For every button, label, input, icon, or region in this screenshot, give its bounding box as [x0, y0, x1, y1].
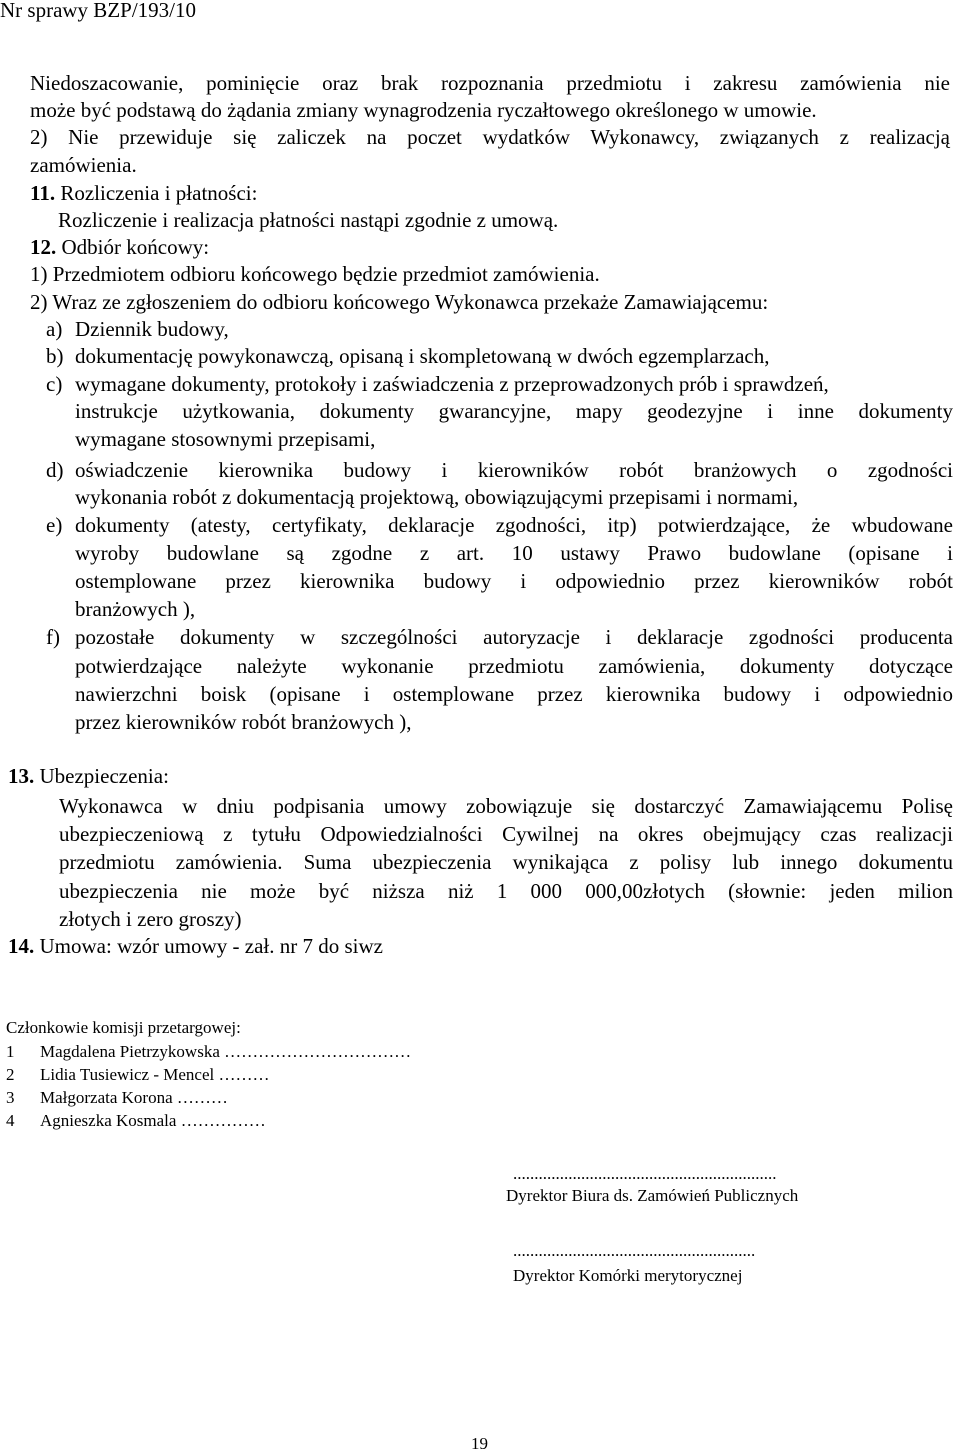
insurance-line: ubezpieczenia nie może być niższa niż 1 000 000,00złotych (słownie: jeden milion — [59, 879, 953, 903]
signature-dots: ……… — [218, 1065, 270, 1084]
section-number: 11. — [30, 181, 56, 205]
signature-dots: …………………………… — [224, 1042, 412, 1061]
case-number-header: Nr sprawy BZP/193/10 — [0, 0, 196, 22]
list-letter: c) — [46, 372, 63, 396]
member-number: 3 — [6, 1088, 15, 1107]
section-title: Odbiór końcowy: — [61, 235, 210, 259]
list-item-f: pozostałe dokumenty w szczególności autoryzacje i deklaracje zgodności producenta — [75, 625, 953, 649]
signature-dots: …………… — [180, 1111, 266, 1130]
section-number: 14. — [8, 934, 35, 958]
list-item-f: przez kierowników robót branżowych ), — [75, 710, 412, 734]
list-item-e: dokumenty (atesty, certyfikaty, deklaracje zgodności, itp) potwierdzające, że wbudowane — [75, 513, 953, 537]
list-item-c: wymagane stosownymi przepisami, — [75, 427, 376, 451]
committee-heading: Członkowie komisji przetargowej: — [6, 1018, 241, 1037]
list-item-f: nawierzchni boisk (opisane i ostemplowane przez kierownika budowy i odpowiednio — [75, 682, 953, 706]
list-item-e: branżowych ), — [75, 597, 196, 621]
list-item-f: potwierdzające należyte wykonanie przedmiotu zamówienia, dokumenty dotyczące — [75, 654, 953, 678]
list-item-c: instrukcje użytkowania, dokumenty gwarancyjne, mapy geodezyjne i inne dokumenty — [75, 399, 953, 423]
committee-member — [40, 1066, 269, 1083]
list-item-d: oświadczenie kierownika budowy i kierowników robót branżowych o zgodności — [75, 458, 953, 482]
signature-title: Dyrektor Komórki merytorycznej — [513, 1266, 743, 1285]
section-title: Ubezpieczenia: — [39, 764, 169, 788]
signature-line: .............................................................. — [513, 1164, 777, 1183]
list-letter: e) — [46, 513, 63, 537]
insurance-line: ubezpieczeniową z tytułu Odpowiedzialności Cywilnej na okres obejmujący czas realizacji — [59, 822, 953, 846]
member-name: Agnieszka Kosmala — [40, 1111, 177, 1130]
section-12-point-1: 1) Przedmiotem odbioru końcowego będzie przedmiot zamówienia. — [30, 262, 600, 286]
list-letter: a) — [46, 317, 63, 341]
list-item-c: wymagane dokumenty, protokoły i zaświadczenia z przeprowadzonych prób i sprawdzeń, — [75, 372, 829, 396]
list-letter: d) — [46, 458, 64, 482]
page-number: 19 — [471, 1434, 488, 1453]
list-item-b: dokumentację powykonawczą, opisaną i skompletowaną w dwóch egzemplarzach, — [75, 344, 770, 368]
member-number: 4 — [6, 1111, 15, 1130]
insurance-line: Wykonawca w dniu podpisania umowy zobowiązuje się dostarczyć Zamawiającemu Polisę — [59, 794, 953, 818]
member-name: Magdalena Pietrzykowska — [40, 1042, 220, 1061]
intro-line: może być podstawą do żądania zmiany wynagrodzenia ryczałtowego określonego w umowie. — [30, 98, 817, 122]
section-number: 12. — [30, 235, 57, 259]
section-14 — [8, 936, 383, 957]
section-12-point-2: 2) Wraz ze zgłoszeniem do odbioru końcowego Wykonawca przekaże Zamawiającemu: — [30, 290, 769, 314]
member-name: Małgorzata Korona — [40, 1088, 173, 1107]
section-11-text: Rozliczenie i realizacja płatności nastąpi zgodnie z umową. — [58, 208, 559, 232]
list-item-e: wyroby budowlane są zgodne z art. 10 ustawy Prawo budowlane (opisane i — [75, 541, 953, 565]
member-number: 1 — [6, 1042, 15, 1061]
insurance-line: przedmiotu zamówienia. Suma ubezpieczenia wynikająca z polisy lub innego dokumentu — [59, 850, 953, 874]
signature-title: Dyrektor Biura ds. Zamówień Publicznych — [506, 1186, 799, 1205]
section-12-heading — [30, 237, 209, 258]
intro-line: zamówienia. — [30, 153, 137, 177]
list-letter: b) — [46, 344, 64, 368]
section-13-heading — [8, 766, 169, 787]
list-letter: f) — [46, 625, 60, 649]
section-number: 13. — [8, 764, 35, 788]
signature-line: ......................................................... — [513, 1241, 756, 1260]
intro-line: Niedoszacowanie, pominięcie oraz brak rozpoznania przedmiotu i zakresu zamówienia nie — [30, 71, 950, 95]
section-title: Rozliczenia i płatności: — [60, 181, 258, 205]
intro-line: 2) Nie przewiduje się zaliczek na poczet wydatków Wykonawcy, związanych z realizacją — [30, 125, 950, 149]
committee-member — [40, 1089, 228, 1106]
insurance-line: złotych i zero groszy) — [59, 907, 242, 931]
list-item-a: Dziennik budowy, — [75, 317, 229, 341]
signature-dots: ……… — [176, 1088, 228, 1107]
section-11-heading — [30, 183, 257, 204]
contract-template-reference: Umowa: wzór umowy - zał. nr 7 do siwz — [39, 934, 384, 958]
member-name: Lidia Tusiewicz - Mencel — [40, 1065, 215, 1084]
list-item-d: wykonania robót z dokumentacją projektową, obowiązującymi przepisami i normami, — [75, 485, 799, 509]
member-number: 2 — [6, 1065, 15, 1084]
list-item-e: ostemplowane przez kierownika budowy i odpowiednio przez kierowników robót — [75, 569, 953, 593]
committee-member — [40, 1112, 266, 1129]
committee-member — [40, 1043, 411, 1060]
